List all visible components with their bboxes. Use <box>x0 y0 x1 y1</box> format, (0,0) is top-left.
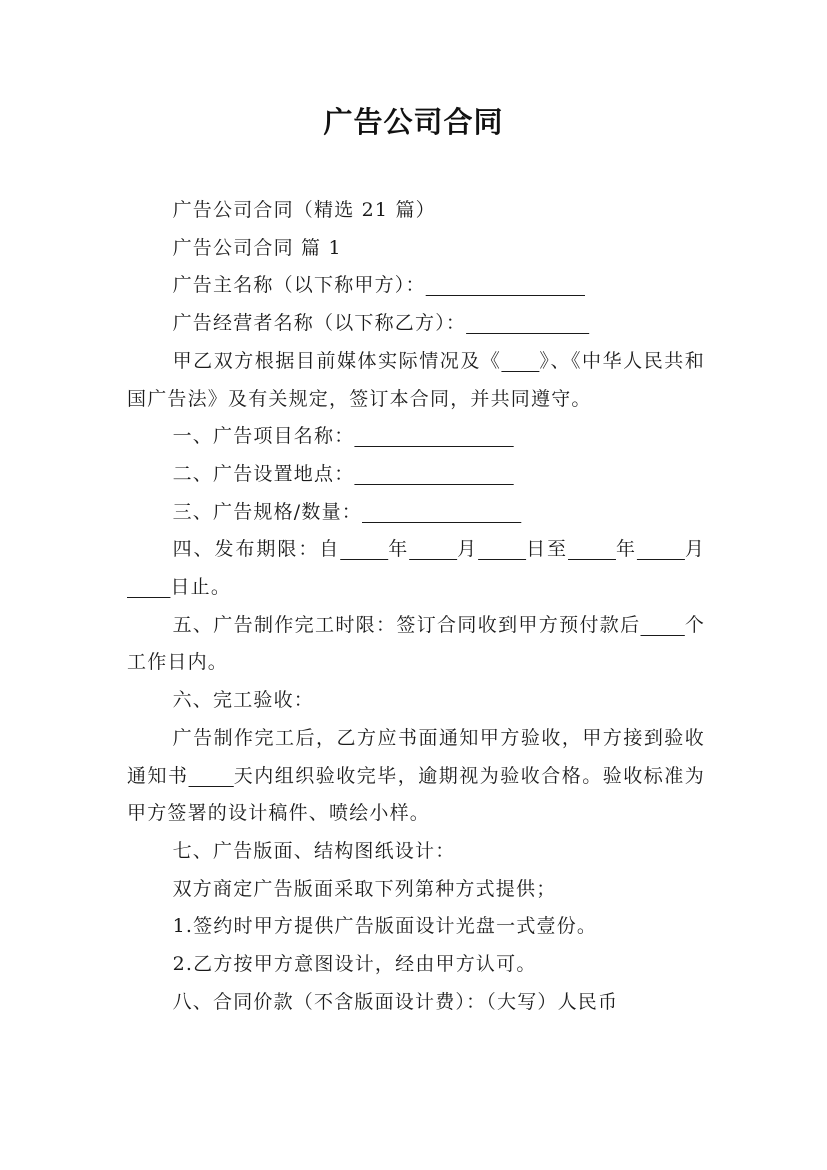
blank-field <box>426 274 585 296</box>
paragraph <box>127 984 705 1022</box>
paragraph-text: 五、广告制作完工时限：签订合同收到甲方预付款后 <box>172 613 641 636</box>
paragraph <box>127 418 705 456</box>
paragraph <box>127 908 705 946</box>
paragraph-text: 年 <box>615 538 637 561</box>
paragraph-text: 1.签约时甲方提供广告版面设计光盘一式壹份。 <box>172 915 598 938</box>
paragraph-text: 天内组织验收完毕，逾期视为验收合格。验收标准为甲方签署的设计稿件、喷绘小样。 <box>127 764 705 825</box>
paragraph-text: 个工作日内。 <box>127 613 706 674</box>
paragraph <box>127 531 705 606</box>
paragraph-text: 广告制作完工后，乙方应书面通知甲方验收，甲方接到验收通知书 <box>127 726 705 787</box>
paragraph-text: 广告公司合同 篇 1 <box>172 236 342 259</box>
paragraph <box>127 682 705 720</box>
paragraph <box>127 192 705 230</box>
paragraph <box>127 305 705 343</box>
paragraph-text: 日至 <box>526 538 568 561</box>
paragraph-text: 六、完工验收： <box>172 689 314 712</box>
paragraph <box>127 833 705 871</box>
paragraph-text: 月 <box>457 538 479 561</box>
blank-field <box>478 538 526 560</box>
document-title: 广告公司合同 <box>323 105 504 139</box>
paragraph-text: 一、广告项目名称： <box>172 425 355 448</box>
paragraph-text: 广告经营者名称（以下称乙方）： <box>172 312 467 335</box>
blank-field <box>340 538 388 560</box>
paragraph-text: 八、合同价款（不含版面设计费）：（大写）人民币 <box>172 990 619 1013</box>
paragraph-text: 四、发布期限：自 <box>172 538 341 561</box>
paragraph <box>127 343 705 418</box>
paragraph <box>127 607 705 682</box>
paragraph <box>127 267 705 305</box>
blank-field <box>568 538 616 560</box>
paragraph-text: 日止。 <box>170 576 232 599</box>
paragraph <box>127 871 705 909</box>
blank-field <box>501 350 539 372</box>
document-body <box>127 192 705 1021</box>
paragraph-text: 广告公司合同（精选 21 篇） <box>172 199 436 221</box>
paragraph <box>127 456 705 494</box>
blank-field <box>409 538 457 560</box>
paragraph-text: 二、广告设置地点： <box>172 462 355 485</box>
paragraph-text: 年 <box>388 538 410 561</box>
blank-field <box>641 614 685 636</box>
blank-field <box>362 501 521 523</box>
paragraph-text: 2.乙方按甲方意图设计，经由甲方认可。 <box>172 953 537 976</box>
paragraph-text: 月 <box>684 538 706 561</box>
paragraph-text: 七、广告版面、结构图纸设计： <box>172 839 456 862</box>
paragraph-text: 三、广告规格/数量： <box>172 500 362 523</box>
paragraph <box>127 720 705 833</box>
blank-field <box>354 463 513 485</box>
blank-field <box>466 312 589 334</box>
paragraph-text: 双方商定广告版面采取下列第种方式提供； <box>172 877 557 900</box>
paragraph-text: 甲乙双方根据目前媒体实际情况及《 <box>172 349 502 372</box>
paragraph <box>127 946 705 984</box>
blank-field <box>354 425 513 447</box>
paragraph-text: 》、《中华人民共和国广告法》及有关规定，签订本合同，并共同遵守。 <box>127 349 706 410</box>
paragraph <box>127 230 705 268</box>
paragraph <box>127 494 705 532</box>
blank-field <box>637 538 685 560</box>
blank-field <box>127 576 170 598</box>
blank-field <box>189 765 234 787</box>
paragraph-text: 广告主名称（以下称甲方）： <box>172 274 426 297</box>
